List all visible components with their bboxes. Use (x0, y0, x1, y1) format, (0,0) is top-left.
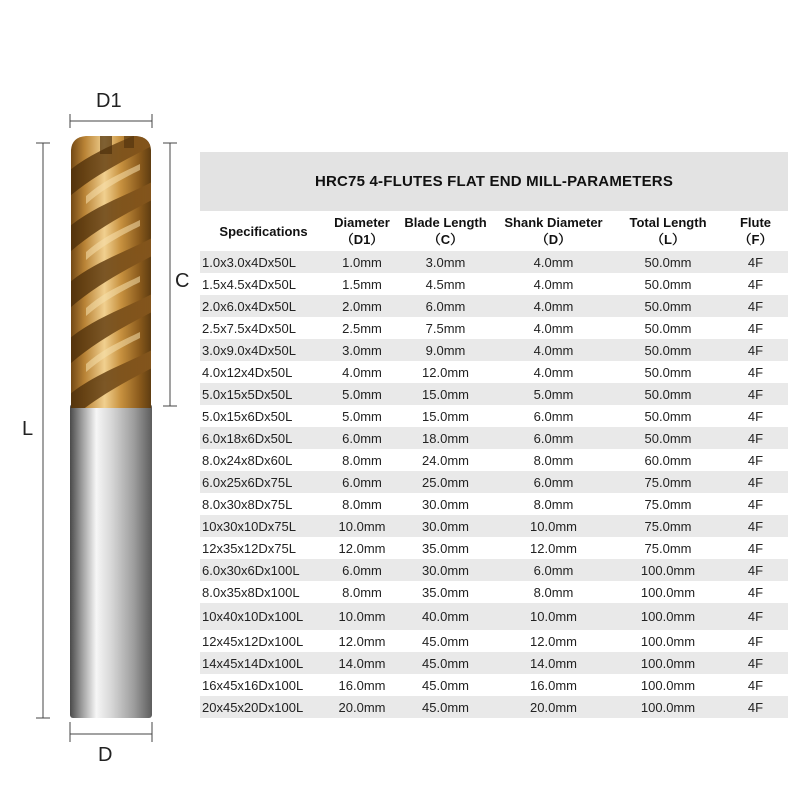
table-row (200, 696, 788, 718)
table-cell: 1.0x3.0x4Dx50L (202, 254, 296, 270)
table-cell: 4.0mm (533, 320, 574, 336)
header-cell (723, 211, 788, 251)
table-cell: 4F (747, 364, 764, 380)
table-cell: 35.0mm (422, 584, 469, 600)
table-body (200, 251, 788, 718)
table-cell: 8.0mm (533, 496, 574, 512)
table-cell: 5.0x15x6Dx50L (202, 408, 293, 424)
header-label: Specifications (219, 223, 308, 239)
table-cell: 2.5mm (342, 320, 382, 336)
table-row (200, 515, 788, 537)
header-label: Total Length (629, 215, 707, 230)
table-cell: 100.0mm (640, 699, 696, 715)
table-cell: 50.0mm (644, 386, 692, 402)
table-row (200, 652, 788, 674)
table-cell: 4F (747, 540, 764, 556)
table-cell: 3.0mm (342, 342, 382, 358)
table-cell: 2.0mm (342, 298, 382, 314)
table-row (200, 251, 788, 273)
table-cell: 10x30x10Dx75L (202, 518, 296, 534)
table-cell: 12x45x12Dx100L (202, 633, 304, 649)
header-label: Flute (739, 215, 772, 230)
table-cell: 4F (747, 342, 764, 358)
parameters-table (200, 152, 788, 718)
table-cell: 8.0mm (342, 452, 382, 468)
table-cell: 75.0mm (644, 518, 692, 534)
header-sublabel: （L） (651, 232, 685, 247)
table-cell: 4.0mm (533, 364, 574, 380)
table-cell: 50.0mm (644, 364, 692, 380)
table-cell: 5.0x15x5Dx50L (202, 386, 293, 402)
table-cell: 4.5mm (425, 276, 466, 292)
table-cell: 1.5x4.5x4Dx50L (202, 276, 296, 292)
table-cell: 12.0mm (338, 540, 386, 556)
table-cell: 8.0mm (533, 452, 574, 468)
table-row (200, 361, 788, 383)
dimension-label-d1: D1 (96, 90, 122, 112)
table-cell: 100.0mm (640, 633, 696, 649)
table-cell: 6.0x18x6Dx50L (202, 430, 293, 446)
table-cell: 20.0mm (530, 699, 577, 715)
table-cell: 4F (747, 655, 764, 671)
dimension-label-l: L (22, 418, 34, 440)
table-cell: 6.0mm (342, 562, 382, 578)
header-label: Diameter (334, 215, 390, 230)
table-cell: 20.0mm (338, 699, 386, 715)
table-row (200, 383, 788, 405)
table-cell: 18.0mm (422, 430, 469, 446)
table-cell: 50.0mm (644, 298, 692, 314)
table-row (200, 559, 788, 581)
table-cell: 4.0mm (533, 276, 574, 292)
table-cell: 4.0mm (342, 364, 382, 380)
table-cell: 45.0mm (422, 677, 469, 693)
table-cell: 4F (747, 320, 764, 336)
dimension-label-d: D (98, 744, 113, 766)
table-cell: 4F (747, 474, 764, 490)
table-cell: 4F (747, 518, 764, 534)
table-cell: 4F (747, 298, 764, 314)
table-cell: 6.0mm (342, 430, 382, 446)
table-row (200, 273, 788, 295)
table-cell: 75.0mm (644, 474, 692, 490)
table-cell: 50.0mm (644, 254, 692, 270)
end-mill-illustration (0, 0, 200, 800)
table-cell: 6.0mm (533, 430, 574, 446)
table-cell: 14.0mm (530, 655, 577, 671)
table-cell: 6.0mm (533, 474, 574, 490)
table-cell: 1.5mm (342, 276, 382, 292)
table-cell: 4F (747, 584, 764, 600)
table-cell: 1.0mm (342, 254, 382, 270)
header-cell (494, 211, 613, 251)
table-cell: 6.0x25x6Dx75L (202, 474, 293, 490)
table-cell: 50.0mm (644, 342, 692, 358)
table-row (200, 471, 788, 493)
table-cell: 4.0x12x4Dx50L (202, 364, 293, 380)
table-cell: 45.0mm (422, 655, 469, 671)
table-cell: 100.0mm (640, 677, 696, 693)
table-cell: 8.0x24x8Dx60L (202, 452, 293, 468)
table-cell: 12.0mm (530, 633, 577, 649)
table-cell: 4F (747, 452, 764, 468)
table-cell: 24.0mm (422, 452, 469, 468)
table-cell: 60.0mm (644, 452, 692, 468)
table-cell: 6.0mm (342, 474, 382, 490)
table-row (200, 295, 788, 317)
table-cell: 4F (747, 633, 764, 649)
table-row (200, 603, 788, 630)
table-cell: 2.0x6.0x4Dx50L (202, 298, 296, 314)
header-label: Shank Diameter (504, 215, 603, 230)
tool-flutes (70, 128, 152, 420)
table-cell: 16.0mm (338, 677, 386, 693)
table-cell: 10.0mm (530, 609, 577, 624)
table-row (200, 427, 788, 449)
table-cell: 40.0mm (422, 609, 469, 624)
table-cell: 5.0mm (533, 386, 574, 402)
table-cell: 4.0mm (533, 342, 574, 358)
table-cell: 45.0mm (422, 699, 469, 715)
table-title: HRC75 4-FLUTES FLAT END MILL-PARAMETERS (200, 152, 788, 211)
tool-shank (70, 404, 152, 718)
table-cell: 8.0mm (342, 584, 382, 600)
table-row (200, 630, 788, 652)
table-cell: 6.0mm (533, 408, 574, 424)
table-cell: 12x35x12Dx75L (202, 540, 296, 556)
table-cell: 30.0mm (422, 562, 469, 578)
table-cell: 6.0mm (533, 562, 574, 578)
table-cell: 30.0mm (422, 518, 469, 534)
table-cell: 3.0x9.0x4Dx50L (202, 342, 296, 358)
table-cell: 6.0mm (425, 298, 466, 314)
table-cell: 50.0mm (644, 276, 692, 292)
header-sublabel: （D） (535, 232, 572, 247)
dimension-label-c: C (175, 270, 190, 292)
table-row (200, 537, 788, 559)
table-cell: 100.0mm (640, 562, 696, 578)
header-cell (200, 211, 327, 251)
table-cell: 9.0mm (425, 342, 466, 358)
header-cell (397, 211, 494, 251)
table-cell: 4F (747, 677, 764, 693)
table-cell: 8.0mm (533, 584, 574, 600)
table-cell: 4.0mm (533, 298, 574, 314)
table-cell: 4F (747, 430, 764, 446)
table-cell: 5.0mm (342, 386, 382, 402)
table-cell: 12.0mm (422, 364, 469, 380)
table-cell: 4F (747, 408, 764, 424)
table-cell: 3.0mm (425, 254, 466, 270)
table-cell: 16x45x16Dx100L (202, 677, 304, 693)
header-cell (327, 211, 397, 251)
table-cell: 100.0mm (640, 609, 696, 624)
table-header-row (200, 211, 788, 251)
table-cell: 100.0mm (640, 655, 696, 671)
table-cell: 4F (747, 699, 764, 715)
table-cell: 8.0mm (342, 496, 382, 512)
table-cell: 14.0mm (338, 655, 386, 671)
table-cell: 45.0mm (422, 633, 469, 649)
table-cell: 12.0mm (530, 540, 577, 556)
header-sublabel: （C） (427, 232, 464, 247)
table-cell: 12.0mm (338, 633, 386, 649)
table-cell: 4F (747, 496, 764, 512)
table-cell: 25.0mm (422, 474, 469, 490)
table-row (200, 493, 788, 515)
table-cell: 8.0x30x8Dx75L (202, 496, 293, 512)
table-cell: 10.0mm (338, 518, 386, 534)
table-cell: 20x45x20Dx100L (202, 699, 304, 715)
table-row (200, 317, 788, 339)
table-row (200, 581, 788, 603)
table-cell: 4F (747, 386, 764, 402)
header-cell (613, 211, 723, 251)
table-cell: 35.0mm (422, 540, 469, 556)
table-cell: 30.0mm (422, 496, 469, 512)
table-cell: 10.0mm (530, 518, 577, 534)
table-cell: 14x45x14Dx100L (202, 655, 304, 671)
table-cell: 75.0mm (644, 496, 692, 512)
table-row (200, 449, 788, 471)
table-row (200, 674, 788, 696)
table-cell: 8.0x35x8Dx100L (202, 584, 300, 600)
table-cell: 4F (747, 562, 764, 578)
table-cell: 5.0mm (342, 408, 382, 424)
table-cell: 100.0mm (640, 584, 696, 600)
table-cell: 7.5mm (425, 320, 466, 336)
end-mill-drawing (0, 0, 200, 800)
table-row (200, 405, 788, 427)
table-cell: 50.0mm (644, 320, 692, 336)
table-cell: 15.0mm (422, 408, 469, 424)
table-cell: 6.0x30x6Dx100L (202, 562, 300, 578)
table-row (200, 339, 788, 361)
table-cell: 10.0mm (338, 609, 386, 624)
table-cell: 50.0mm (644, 430, 692, 446)
header-sublabel: （F） (738, 232, 773, 247)
table-cell: 4F (747, 276, 764, 292)
table-cell: 4F (747, 254, 764, 270)
header-sublabel: （D1） (340, 232, 384, 247)
table-cell: 16.0mm (530, 677, 577, 693)
table-cell: 4.0mm (533, 254, 574, 270)
table-cell: 4F (747, 609, 764, 624)
table-cell: 10x40x10Dx100L (202, 609, 304, 624)
table-cell: 75.0mm (644, 540, 692, 556)
table-cell: 50.0mm (644, 408, 692, 424)
header-label: Blade Length (404, 215, 487, 230)
table-cell: 2.5x7.5x4Dx50L (202, 320, 296, 336)
table-cell: 15.0mm (422, 386, 469, 402)
